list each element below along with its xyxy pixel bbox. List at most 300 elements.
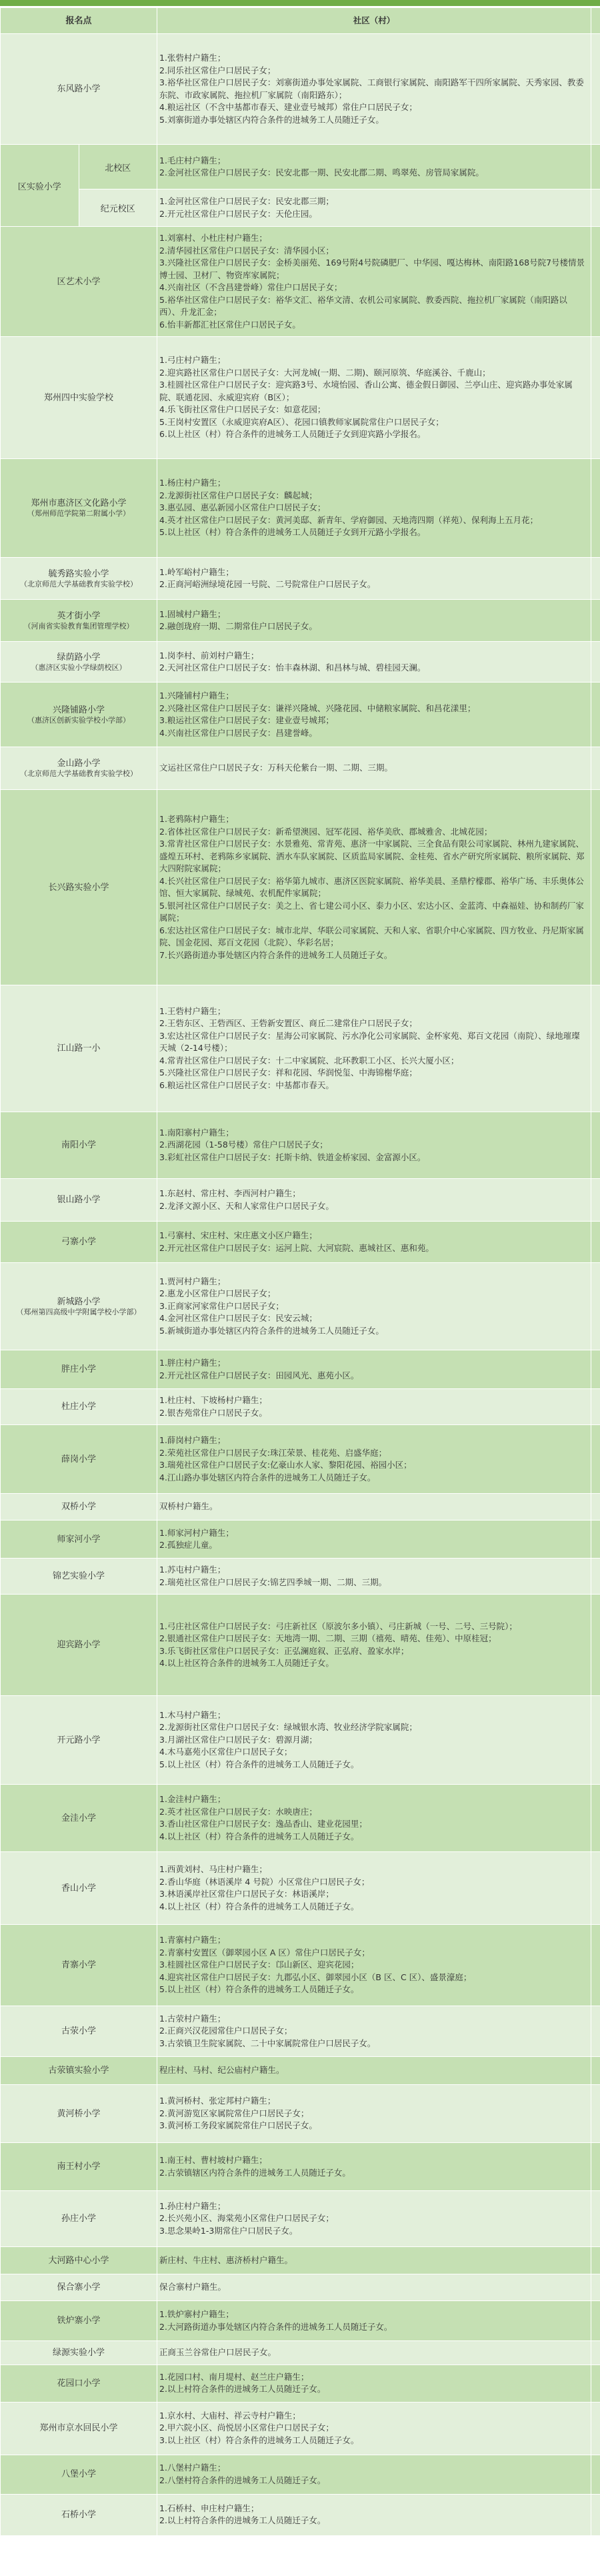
area-item: 5.以上社区（村）符合条件的进城务工人员随迁子女。	[159, 1984, 359, 1995]
area-item: 1.杨庄村户籍生；	[159, 478, 226, 488]
area-cell	[157, 985, 591, 1112]
area-item: 2.开元社区常住户口居民子女：天伦庄园。	[159, 208, 317, 219]
extra-cell	[591, 337, 600, 459]
area-cell	[157, 1559, 591, 1595]
area-item: 2.香山华庭（林语溪岸 4 号院）小区常住户口居民子女；	[159, 1876, 370, 1887]
school-name: 花园口小学	[57, 2378, 101, 2389]
area-item: 1.毛庄村户籍生；	[159, 155, 226, 165]
school-name: 古荥小学	[61, 2026, 96, 2036]
area-item: 1.木马村户籍生；	[159, 1709, 226, 1720]
area-item: 新庄村、牛庄村、惠济桥村户籍生。	[159, 2254, 293, 2265]
school-cell	[1, 2085, 157, 2143]
school-name: 绿源实验小学	[52, 2347, 105, 2358]
school-name: 迎宾路小学	[57, 1640, 101, 1650]
area-item: 4.常青社区常住户口居民子女：十二中家属院、北环教职工小区、长兴大厦小区；	[159, 1055, 459, 1065]
table-row	[1, 1222, 600, 1263]
extra-cell	[591, 1595, 600, 1696]
area-item: 2.以上村符合条件的进城务工人员随迁子女。	[159, 2515, 326, 2525]
area-item: 5.刘寨街道办事处辖区内符合条件的进城务工人员随迁子女。	[159, 114, 384, 125]
extra-cell	[591, 2341, 600, 2365]
school-name: 毓秀路实验小学	[48, 568, 109, 579]
area-cell	[157, 1785, 591, 1852]
header-school: 报名点	[1, 8, 157, 34]
school-cell	[1, 1425, 157, 1494]
area-item: 1.贾河村户籍生；	[159, 1276, 226, 1286]
school-cell	[1, 1925, 157, 2006]
extra-cell	[591, 189, 600, 227]
extra-cell	[591, 2455, 600, 2494]
area-cell	[157, 642, 591, 683]
extra-cell	[591, 1350, 600, 1389]
area-item: 3.桂圆社区常住户口居民子女：邙山新区、迎宾花园；	[159, 1960, 359, 1970]
table-row	[1, 2455, 600, 2494]
area-item: 3.桂圆社区常住户口居民子女：迎宾路3号、水境怡园、香山公寓、德金假日御园、兰亭山庄、迎宾路办事处家属院、联通花园、永威迎宾府（B区）；	[159, 380, 573, 402]
area-item: 1.黄河桥村、张定邦村户籍生；	[159, 2096, 276, 2106]
area-item: 2.龙泽文源小区、天和人家常住户口居民子女。	[159, 1200, 334, 1211]
extra-cell	[591, 2402, 600, 2455]
area-item: 1.金河社区常住户口居民子女：民安北郡三期；	[159, 196, 334, 206]
area-item: 2.清华园社区常住户口居民子女：清华园小区；	[159, 245, 334, 256]
area-item: 2.融创珑府一期、二期常住户口居民子女。	[159, 621, 317, 631]
campus-name: 北校区	[79, 145, 157, 189]
area-cell	[157, 1263, 591, 1350]
school-name: 英才街小学	[57, 610, 101, 621]
school-cell	[1, 747, 157, 790]
school-subtitle: （北京师范大学基础教育实验学校）	[20, 769, 137, 778]
school-subtitle: （河南省实验教育集团管理学校）	[23, 621, 134, 630]
school-subtitle: （郑州第四高级中学附属学校小学部）	[16, 1307, 141, 1316]
area-item: 2.正商河峪洲绿境花园一号院、二号院常住户口居民子女。	[159, 579, 376, 589]
area-item: 1.南阳寨村户籍生；	[159, 1127, 234, 1138]
area-item: 2.古荥镇辖区内符合条件的进城务工人员随迁子女。	[159, 2167, 351, 2178]
area-item: 2.王砦东区、王砦西区、王砦新安置区、商丘二建常住户口居民子女；	[159, 1018, 417, 1029]
school-name: 石桥小学	[61, 2509, 96, 2520]
table-row	[1, 337, 600, 459]
area-item: 1.老鸦陈村户籍生；	[159, 814, 234, 824]
extra-cell	[591, 1925, 600, 2006]
table-row	[1, 1389, 600, 1425]
area-item: 1.胖庄村户籍生；	[159, 1358, 226, 1368]
table-row	[1, 2301, 600, 2341]
school-cell	[1, 1263, 157, 1350]
school-name: 郑州四中实验学校	[43, 392, 113, 403]
area-item: 4.木马嘉苑小区常住户口居民子女；	[159, 1747, 293, 1757]
school-subtitle: （惠济区实验小学绿荫校区）	[31, 663, 127, 672]
area-item: 2.甲六院小区、尚悦居小区常住户口居民子女；	[159, 2423, 334, 2433]
area-item: 1.东赵村、常庄村、李西河村户籍生；	[159, 1188, 301, 1198]
area-item: 2.以上村符合条件的进城务工人员随迁子女。	[159, 2384, 326, 2394]
school-name: 开元路小学	[57, 1735, 101, 1745]
extra-cell	[591, 2274, 600, 2301]
extra-cell	[591, 2006, 600, 2057]
area-item: 5.新城街道办事处辖区内符合条件的进城务工人员随迁子女。	[159, 1325, 384, 1336]
table-row	[1, 145, 600, 189]
school-cell	[1, 337, 157, 459]
area-item: 正商玉兰谷常住户口居民子女。	[159, 2347, 277, 2357]
area-item: 1.王砦村户籍生；	[159, 1005, 226, 1016]
area-cell	[157, 145, 591, 189]
area-item: 6.粮运社区常住户口居民子女：中基都市春天。	[159, 1080, 334, 1090]
extra-cell	[591, 2057, 600, 2085]
table-row	[1, 227, 600, 337]
area-item: 6.以上社区（村）符合条件的进城务工人员随迁子女到迎宾路小学报名。	[159, 429, 426, 440]
area-cell	[157, 1852, 591, 1925]
area-item: 3.彩虹社区常住户口居民子女：托斯卡纳、铁道金桥家园、金富源小区。	[159, 1152, 426, 1162]
area-item: 2.孤独症儿童。	[159, 1540, 217, 1550]
extra-cell	[591, 2365, 600, 2402]
school-name: 铁炉寨小学	[57, 2316, 101, 2326]
area-item: 4.粮运社区（不含中基都市春天、建业壹号城邦）常住户口居民子女；	[159, 102, 417, 112]
table-row	[1, 189, 600, 227]
extra-cell	[591, 1179, 600, 1222]
area-item: 5.王岗村安置区（永威迎宾府A区）、花园口镇教师家属院常住户口居民子女；	[159, 416, 444, 427]
area-item: 1.岭军峪村户籍生；	[159, 566, 234, 577]
area-item: 1.兴隆铺村户籍生；	[159, 691, 234, 701]
extra-cell	[591, 1425, 600, 1494]
school-name: 兴隆铺路小学	[52, 705, 105, 715]
area-item: 1.刘寨村、小杜庄村户籍生；	[159, 233, 267, 243]
school-name: 大河路中心小学	[48, 2255, 109, 2266]
school-cell	[1, 1785, 157, 1852]
area-item: 2.迎宾路社区常住户口居民子女：大河龙城(一期、二期)、颐河原筑、华庭溪谷、千鹿山；	[159, 367, 491, 378]
area-item: 3.香山社区常住户口居民子女：逸品香山、建业花园里；	[159, 1819, 367, 1829]
school-cell	[1, 1350, 157, 1389]
area-item: 2.龙源街社区常住户口居民子女：麟起城；	[159, 490, 317, 500]
area-item: 2.金河社区常住户口居民子女：民安北郡一期、民安北郡二期、鸣翠苑、房管局家属院。	[159, 167, 484, 177]
area-item: 5.以上社区（村）符合条件的进城务工人员随迁子女到开元路小学报名。	[159, 527, 426, 538]
area-cell	[157, 1521, 591, 1559]
school-name: 绿荫路小学	[57, 652, 101, 663]
school-subtitle: （郑州师范学院第二附属小学）	[27, 509, 130, 518]
header-area: 社区（村）	[157, 8, 591, 34]
area-cell	[157, 683, 591, 747]
area-item: 2.同乐社区常住户口居民子女；	[159, 65, 276, 75]
area-item: 2.长兴苑小区、海棠苑小区常住户口居民子女；	[159, 2213, 334, 2224]
area-item: 1.八堡村户籍生；	[159, 2463, 226, 2473]
extra-cell	[591, 145, 600, 189]
area-item: 3.常青社区常住户口居民子女：水景雅苑、常青苑、惠济一中家属院、三全食品有限公司家属院、林州九建家属院、盛煌五环村、老鸦陈乡家属院、洒水车队家属院、区质监局家属院、金桂苑、省水产研究所家属院、粮所家属院、郑大四附院家属院；	[159, 839, 585, 873]
area-item: 2.大河路街道办事处辖区内符合条件的进城务工人员随迁子女。	[159, 2321, 393, 2332]
area-cell	[157, 1389, 591, 1425]
area-item: 1.薛岗村户籍生；	[159, 1435, 226, 1445]
school-cell	[1, 2402, 157, 2455]
area-item: 1.南王村、曹村坡村户籍生；	[159, 2155, 267, 2165]
area-cell	[157, 790, 591, 985]
area-item: 2.惠龙小区常住户口居民子女；	[159, 1288, 276, 1299]
school-subtitle: （北京师范大学基础教育实验学校）	[20, 579, 137, 588]
school-name: 古荥镇实验小学	[48, 2066, 109, 2076]
area-item: 1.古荥村户籍生；	[159, 2013, 226, 2024]
area-item: 2.瑞苑社区常住户口居民子女:锦艺四季城一期、二期、三期。	[159, 1577, 387, 1587]
campus-name: 纪元校区	[79, 189, 157, 227]
school-name: 锦艺实验小学	[52, 1571, 105, 1581]
area-cell	[157, 1222, 591, 1263]
table-body	[1, 34, 600, 2536]
school-cell	[1, 1595, 157, 1696]
school-cell	[1, 600, 157, 642]
area-item: 3.古荥镇卫生院家属院、二十中家属院常住户口居民子女。	[159, 2038, 376, 2048]
area-item: 1.花园口村、南月堤村、赵兰庄户籍生；	[159, 2371, 309, 2382]
extra-cell	[591, 985, 600, 1112]
area-item: 3.林语溪岸社区常住户口居民子女：林语溪岸；	[159, 1889, 334, 1899]
school-cell	[1, 1494, 157, 1521]
school-cell	[1, 459, 157, 558]
area-item: 6.宏达社区常住户口居民子女：城市北岸、华联公司家属院、天和人家、省职介中心家属院、四方牧业、丹尼斯家属院、国金花园、郑百文花园（北院）、华彩名居；	[159, 925, 584, 947]
table-header-row	[1, 8, 600, 34]
enrollment-zone-table	[0, 7, 600, 2536]
area-item: 2.黄河游览区家属院常住户口居民子女；	[159, 2108, 309, 2118]
school-name: 师家河小学	[57, 1534, 101, 1545]
area-cell	[157, 1925, 591, 2006]
extra-cell	[591, 558, 600, 600]
area-item: 1.西黄刘村、马庄村户籍生；	[159, 1864, 267, 1874]
top-accent-bar	[0, 0, 600, 6]
extra-cell	[591, 34, 600, 145]
school-cell	[1, 2006, 157, 2057]
school-name: 金洼小学	[61, 1813, 96, 1823]
area-item: 1.石桥村、申庄村户籍生；	[159, 2503, 259, 2513]
area-item: 2.兴隆社区常住户口居民子女：谦祥兴隆城、兴隆花园、中储粮家属院、和昌花漾里；	[159, 703, 476, 713]
school-cell	[1, 985, 157, 1112]
table-row	[1, 2365, 600, 2402]
table-row	[1, 2274, 600, 2301]
school-cell	[1, 2247, 157, 2274]
area-item: 1.杜庄村、下坡杨村户籍生；	[159, 1395, 267, 1405]
school-cell	[1, 2455, 157, 2494]
area-item: 1.孙庄村户籍生；	[159, 2200, 226, 2211]
area-item: 1.弓庄村户籍生；	[159, 355, 226, 366]
area-cell	[157, 337, 591, 459]
table-row	[1, 2402, 600, 2455]
school-name: 青寨小学	[61, 1960, 96, 1970]
area-cell	[157, 2341, 591, 2365]
table-row	[1, 2494, 600, 2535]
table-row	[1, 1179, 600, 1222]
school-cell	[1, 1179, 157, 1222]
extra-cell	[591, 1521, 600, 1559]
extra-cell	[591, 459, 600, 558]
area-item: 4.乐飞街社区常住户口居民子女：如意花园；	[159, 404, 326, 415]
area-item: 1.师家河村户籍生；	[159, 1527, 234, 1538]
table-row	[1, 558, 600, 600]
area-item: 1.张砦村户籍生；	[159, 53, 226, 63]
area-item: 1.铁炉寨村户籍生；	[159, 2309, 234, 2319]
area-item: 1.固城村户籍生；	[159, 608, 226, 619]
table-row	[1, 642, 600, 683]
area-cell	[157, 2455, 591, 2494]
school-name: 金山路小学	[57, 759, 101, 769]
school-name: 郑州市京水回民小学	[39, 2423, 118, 2433]
table-row	[1, 1112, 600, 1179]
school-cell	[1, 1696, 157, 1785]
school-cell	[1, 2057, 157, 2085]
area-item: 6.怡丰新都汇社区常住户口居民子女。	[159, 319, 301, 330]
area-item: 3.乐飞街社区常住户口居民子女：正弘澜庭叙、正弘府、盈家水岸；	[159, 1645, 409, 1656]
school-name: 胖庄小学	[61, 1364, 96, 1374]
area-cell	[157, 558, 591, 600]
table-row	[1, 985, 600, 1112]
area-cell	[157, 2274, 591, 2301]
school-name: 新城路小学	[57, 1296, 101, 1307]
school-name: 香山小学	[61, 1883, 96, 1893]
area-item: 4.迎宾社区常住户口居民子女：九郡弘小区、御翠园小区（B 区、C 区）、盛景濠庭；	[159, 1972, 472, 1982]
table-row	[1, 1852, 600, 1925]
table-row	[1, 1521, 600, 1559]
area-item: 3.裕华社区常住户口居民子女：刘寨街道办事处家属院、工商银行家属院、南阳路军干四所家属院、天秀家园、教委东院、市政家属院、拖拉机厂家属院（南阳路东）；	[159, 77, 584, 100]
extra-cell	[591, 1559, 600, 1595]
area-item: 3.宏达社区常住户口居民子女：星海公司家属院、污水净化公司家属院、金杯家苑、郑百文花园（南院）、绿地璀璨天城（2-14号楼）；	[159, 1030, 580, 1053]
area-cell	[157, 2143, 591, 2191]
school-cell	[1, 2143, 157, 2191]
area-cell	[157, 1350, 591, 1389]
school-name: 孙庄小学	[61, 2214, 96, 2224]
area-item: 2.西湖花园（1-58号楼）常住户口居民子女；	[159, 1140, 328, 1150]
area-cell	[157, 1696, 591, 1785]
school-cell	[1, 1112, 157, 1179]
area-cell	[157, 34, 591, 145]
area-cell	[157, 2191, 591, 2247]
area-item: 3.月湖社区常住户口居民子女：碧源月湖；	[159, 1734, 317, 1745]
extra-cell	[591, 1112, 600, 1179]
area-item: 4.以上社区（村）符合条件的进城务工人员随迁子女。	[159, 1901, 359, 1911]
extra-cell	[591, 747, 600, 790]
area-cell	[157, 600, 591, 642]
area-item: 5.以上社区（村）符合条件的进城务工人员随迁子女。	[159, 1759, 359, 1769]
extra-cell	[591, 2085, 600, 2143]
table-row	[1, 683, 600, 747]
school-name: 杜庄小学	[61, 1402, 96, 1412]
extra-cell	[591, 1852, 600, 1925]
table-row	[1, 2057, 600, 2085]
area-item: 2.英才社区常住户口居民子女：水映唐庄；	[159, 1806, 317, 1817]
school-name: 郑州市惠济区文化路小学	[31, 498, 127, 508]
area-cell	[157, 2494, 591, 2535]
school-name: 南阳小学	[61, 1140, 96, 1150]
area-cell	[157, 1425, 591, 1494]
school-name: 弓寨小学	[61, 1237, 96, 1247]
area-item: 4.以上社区符合条件的进城务工人员随迁子女。	[159, 1658, 334, 1668]
area-item: 5.银河社区常住户口居民子女：美之上、省七建公司小区、泰力小区、宏达小区、金蓝湾、中森福娃、协和制药厂家属院；	[159, 900, 584, 923]
extra-cell	[591, 2191, 600, 2247]
table-row	[1, 1350, 600, 1389]
extra-cell	[591, 2143, 600, 2191]
extra-cell	[591, 2301, 600, 2341]
area-item: 4.江山路办事处辖区内符合条件的进城务工人员随迁子女。	[159, 1472, 376, 1482]
area-cell	[157, 1112, 591, 1179]
area-item: 文运社区常住户口居民子女：万科天伦紫台一期、二期、三期。	[159, 763, 393, 773]
extra-cell	[591, 790, 600, 985]
school-name: 区艺术小学	[57, 276, 101, 287]
school-cell	[1, 642, 157, 683]
area-item: 1.苏屯村户籍生；	[159, 1565, 226, 1575]
area-item: 1.岗李村、前刘村户籍生；	[159, 650, 259, 661]
area-item: 2.银杏苑常住户口居民子女。	[159, 1407, 267, 1418]
area-cell	[157, 2247, 591, 2274]
area-cell	[157, 2057, 591, 2085]
table-row	[1, 2085, 600, 2143]
area-item: 2.银通社区常住户口居民子女：天地湾一期、二期、三期（禧苑、晴苑、佳苑）、中原桂冠；	[159, 1633, 497, 1643]
table-row	[1, 34, 600, 145]
area-item: 2.荣苑社区常住户口居民子女:珠江荣景、桂花苑、启盛华庭；	[159, 1447, 387, 1458]
school-cell	[1, 2365, 157, 2402]
school-cell	[1, 2274, 157, 2301]
area-item: 3.思念果岭1-3期常住户口居民子女。	[159, 2225, 298, 2236]
area-item: 1.青寨村户籍生；	[159, 1935, 226, 1946]
area-cell	[157, 1595, 591, 1696]
school-cell	[1, 1559, 157, 1595]
extra-cell	[591, 642, 600, 683]
area-item: 2.开元社区常住户口居民子女：田园风光、惠苑小区。	[159, 1370, 359, 1380]
table-row	[1, 2006, 600, 2057]
area-item: 2.青寨村安置区（御翠园小区 A 区）常住户口居民子女；	[159, 1947, 370, 1958]
area-item: 3.粮运社区常住户口居民子女：建业壹号城邦；	[159, 715, 334, 725]
extra-cell	[591, 1696, 600, 1785]
table-row	[1, 600, 600, 642]
extra-cell	[591, 2247, 600, 2274]
school-cell	[1, 1852, 157, 1925]
school-cell	[1, 790, 157, 985]
school-name: 区实验小学	[1, 145, 79, 227]
school-cell	[1, 227, 157, 337]
table-row	[1, 459, 600, 558]
table-row	[1, 1595, 600, 1696]
school-name: 长兴路实验小学	[48, 882, 109, 893]
area-cell	[157, 747, 591, 790]
area-item: 3.瑞苑社区常住户口居民子女:亿豪山水人家、黎阳花园、裕园小区；	[159, 1460, 412, 1470]
area-item: 4.英才社区常住户口居民子女：黄河美邸、新青年、学府御园、天地湾四期（祥苑）、保利海上五月花；	[159, 514, 539, 525]
school-name: 江山路一小	[57, 1043, 101, 1053]
area-cell	[157, 459, 591, 558]
area-item: 保合寨村户籍生。	[159, 2282, 227, 2292]
area-item: 5.兴隆社区常住户口居民子女：祥和花园、华润悦玺、中海锦榭华庭；	[159, 1067, 417, 1078]
extra-cell	[591, 1263, 600, 1350]
area-cell	[157, 1494, 591, 1521]
school-cell	[1, 1521, 157, 1559]
area-item: 7.长兴路街道办事处辖区内符合条件的进城务工人员随迁子女。	[159, 949, 393, 960]
area-item: 3.以上社区（村）符合条件的进城务工人员随迁子女。	[159, 2435, 359, 2445]
area-cell	[157, 2301, 591, 2341]
school-name: 保合寨小学	[57, 2282, 101, 2292]
area-cell	[157, 2006, 591, 2057]
extra-cell	[591, 1785, 600, 1852]
area-item: 程庄村、马村、纪公庙村户籍生。	[159, 2065, 285, 2076]
area-item: 双桥村户籍生。	[159, 1501, 218, 1512]
school-name: 八堡小学	[61, 2469, 96, 2479]
school-name: 黄河桥小学	[57, 2108, 101, 2119]
area-item: 2.天河社区常住户口居民子女：怡丰森林湖、和昌林与城、碧桂园天澜。	[159, 663, 426, 673]
area-item: 1.弓寨村、宋庄村、宋庄惠文小区户籍生；	[159, 1230, 317, 1240]
area-item: 3.黄河桥工务段家属院常住户口居民子女。	[159, 2120, 317, 2131]
area-item: 4.兴南社区（不含昌建誉峰）常住户口居民子女；	[159, 282, 343, 292]
table-row	[1, 1696, 600, 1785]
area-item: 2.龙源街社区常住户口居民子女：绿城银水湾、牧业经济学院家属院；	[159, 1722, 417, 1733]
school-name: 东风路小学	[57, 84, 101, 94]
extra-cell	[591, 227, 600, 337]
area-cell	[157, 227, 591, 337]
table-row	[1, 2341, 600, 2365]
school-cell	[1, 34, 157, 145]
table-row	[1, 2191, 600, 2247]
table-row	[1, 1925, 600, 2006]
school-cell	[1, 558, 157, 600]
area-item: 4.金河社区常住户口居民子女：民安云城；	[159, 1313, 317, 1324]
table-row	[1, 1263, 600, 1350]
table-row	[1, 747, 600, 790]
school-cell	[1, 2301, 157, 2341]
area-item: 2.开元社区常住户口居民子女：运河上院、大河宸院、惠城社区、惠和苑。	[159, 1242, 434, 1253]
table-row	[1, 790, 600, 985]
school-name: 南王村小学	[57, 2162, 101, 2172]
